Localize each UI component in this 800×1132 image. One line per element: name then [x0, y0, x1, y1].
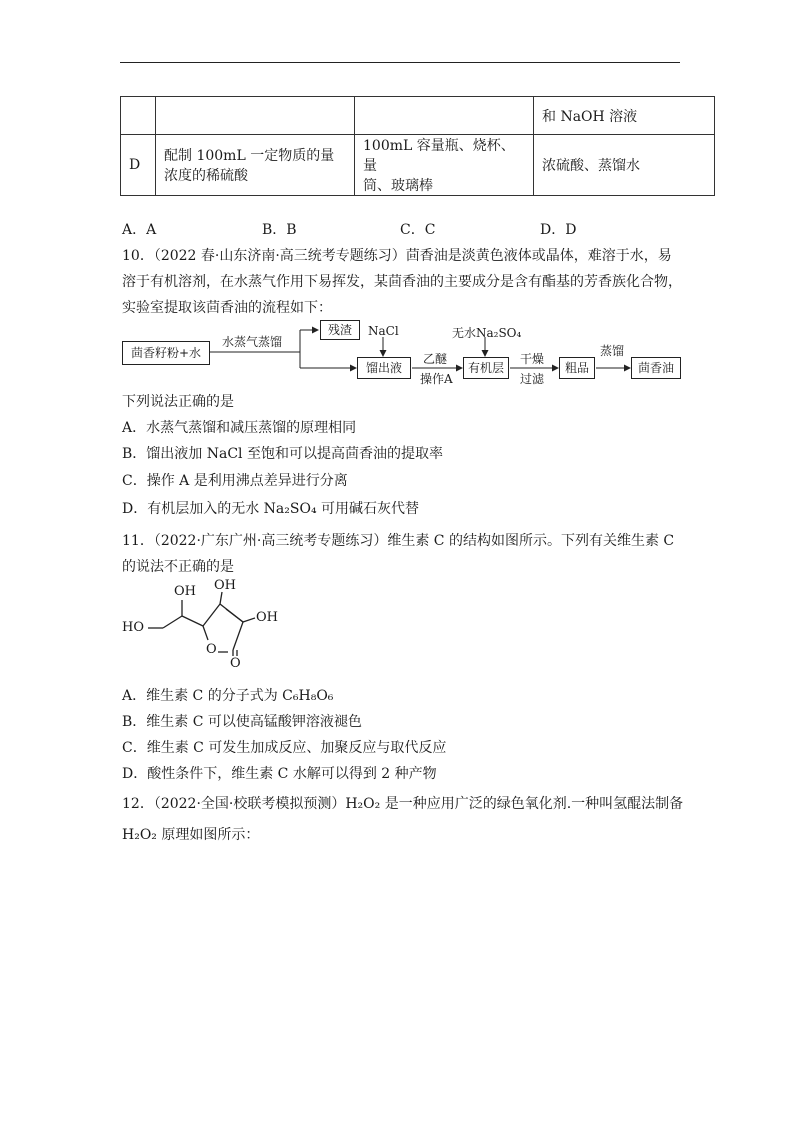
- option-label: D: [121, 135, 156, 196]
- q11-option-d: D．酸性条件下，维生素 C 水解可以得到 2 种产物: [122, 766, 437, 782]
- q10-stem-line3: 实验室提取该茴香油的流程如下：: [122, 300, 332, 316]
- flow-box-product: 茴香油: [631, 357, 681, 379]
- q11-option-a: A．维生素 C 的分子式为 C₆H₈O₆: [122, 688, 334, 704]
- flow-label-operation-a: 操作A: [420, 372, 453, 386]
- q9-option-b: B．B: [262, 222, 297, 238]
- q12-stem-line1: 12．（2022·全国·校联考模拟预测）H₂O₂ 是一种应用广泛的绿色氧化剂.一种叫氢醌法制备: [122, 796, 684, 812]
- q10-option-c: C．操作 A 是利用沸点差异进行分离: [122, 473, 348, 489]
- q10-stem-line2: 溶于有机溶剂，在水蒸气作用下易挥发，某茴香油的主要成分是含有酯基的芳香族化合物，: [122, 274, 682, 290]
- cell-line: 100mL 容量瓶、烧杯、量: [363, 138, 515, 174]
- label-ho-left: HO: [122, 620, 144, 635]
- q10-option-b: B．馏出液加 NaCl 至饱和可以提高茴香油的提取率: [122, 446, 443, 462]
- label-oh-right: OH: [256, 610, 278, 625]
- q11-stem-line1: 11．（2022·广东广州·高三统考专题练习）维生素 C 的结构如图所示。下列有关维生素 C: [122, 533, 675, 549]
- q10-option-d: D．有机层加入的无水 Na₂SO₄ 可用碱石灰代替: [122, 501, 420, 517]
- flow-label-nacl: NaCl: [368, 324, 399, 338]
- flow-box-distillate: 馏出液: [357, 357, 411, 379]
- label-o-carbonyl: O: [230, 656, 241, 671]
- table-cell: 和 NaOH 溶液: [534, 97, 715, 135]
- table-cell: 浓硫酸、蒸馏水: [534, 135, 715, 196]
- q10-stem-line1: 10．（2022 春·山东济南·高三统考专题练习）茴香油是淡黄色液体或晶体，难溶于水，易: [122, 248, 672, 264]
- q9-option-c: C．C: [400, 222, 436, 238]
- q9-option-d: D．D: [540, 222, 577, 238]
- cell-line: 浓度的稀硫酸: [164, 168, 248, 184]
- flow-label-filter: 过滤: [520, 372, 545, 386]
- q11-stem-line2: 的说法不正确的是: [122, 559, 234, 575]
- flow-label-ether: 乙醚: [423, 352, 448, 366]
- label-o-ring: O: [206, 642, 217, 657]
- flow-label-dry: 干燥: [520, 352, 545, 366]
- label-oh-top: OH: [174, 584, 196, 599]
- q9-option-a: A．A: [122, 222, 157, 238]
- q12-stem-line2: H₂O₂ 原理如图所示：: [122, 827, 260, 843]
- flow-box-residue: 残渣: [320, 320, 360, 340]
- q10-prompt: 下列说法正确的是: [122, 394, 234, 410]
- flow-box-crude: 粗品: [559, 357, 595, 379]
- flow-label-steam: 水蒸气蒸馏: [222, 335, 283, 349]
- q11-option-c: C．维生素 C 可发生加成反应、加聚反应与取代反应: [122, 740, 447, 756]
- q11-option-b: B．维生素 C 可以使高锰酸钾溶液褪色: [122, 714, 362, 730]
- flow-label-distill: 蒸馏: [600, 344, 625, 358]
- flow-box-organic: 有机层: [463, 357, 509, 379]
- flow-label-anhydrous: 无水Na₂SO₄: [452, 326, 522, 340]
- flow-box-start: 茴香籽粉+水: [122, 341, 210, 365]
- cell-line: 配制 100mL 一定物质的量: [164, 148, 335, 164]
- cell-line: 筒、玻璃棒: [363, 178, 433, 194]
- label-oh-upper: OH: [214, 578, 236, 593]
- q10-option-a: A．水蒸气蒸馏和减压蒸馏的原理相同: [122, 420, 357, 436]
